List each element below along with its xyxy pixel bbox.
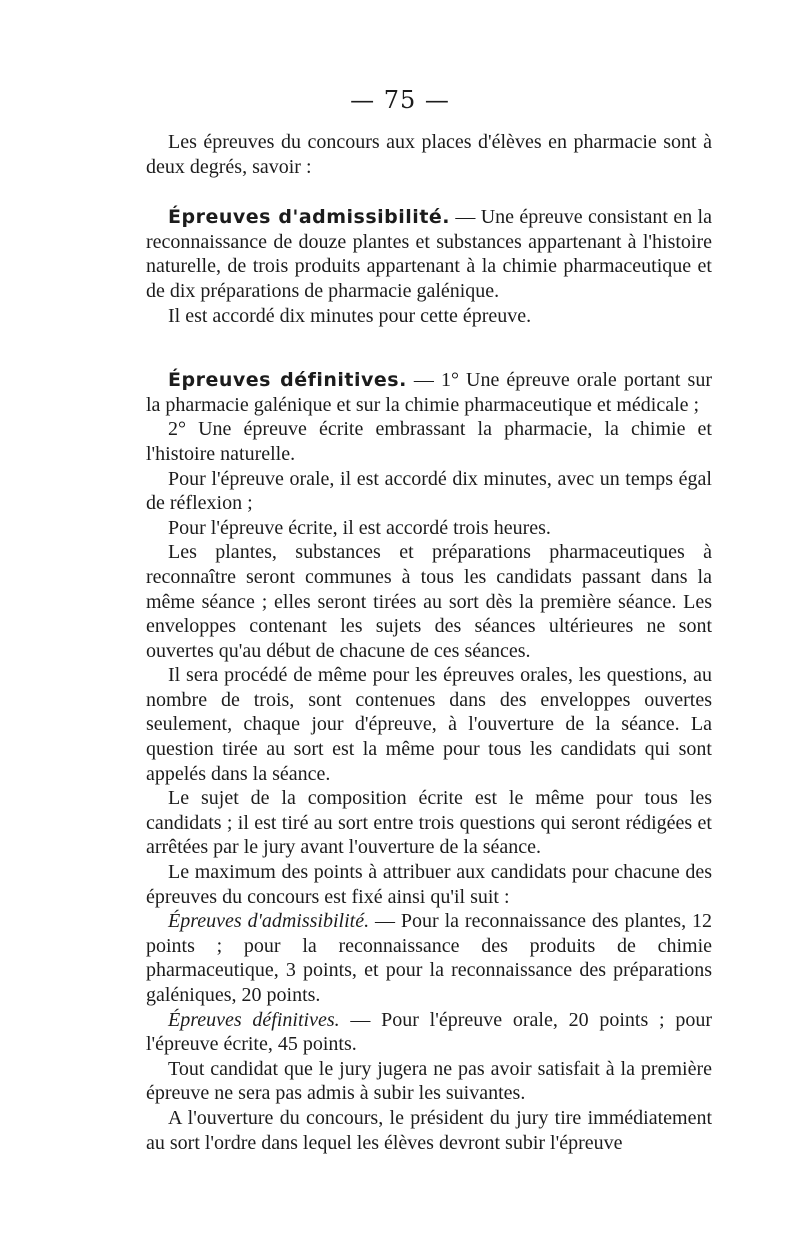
admissibilite-text: — Une épreuve consistant en la reconnaissance de douze plantes et substances appartenant à l'histoire naturelle, de trois produits appartenant à la chimie pharmaceutique et de dix préparations de pharmacie galénique. bbox=[146, 206, 712, 302]
page-number: — 75 — bbox=[350, 86, 450, 114]
definitives-heading: Épreuves définitives. bbox=[168, 369, 407, 392]
body-paragraph: Les plantes, substances et préparations pharmaceutiques à reconnaître seront communes à tous les candidats passant dans la même séance ; elles seront tirées au sort dès la première séance. Les enveloppes contenant les sujets des séances ultérieures ne sont ouvertes qu'au début de chacune de ces séances. bbox=[146, 541, 712, 662]
body-paragraph: Le sujet de la composition écrite est le même pour tous les candidats ; il est tiré au sort entre trois questions qui seront rédigées et arrêtées par le jury avant l'ouverture de la séance. bbox=[146, 787, 712, 859]
points-definitives-paragraph bbox=[146, 1008, 712, 1057]
admissibilite-paragraph bbox=[146, 205, 712, 303]
closing-paragraph: Tout candidat que le jury jugera ne pas avoir satisfait à la première épreuve ne sera pas admis à subir les suivantes. bbox=[146, 1057, 712, 1105]
points-admissibilite-label: Épreuves d'admissibilité. bbox=[168, 910, 370, 933]
definitives-text: — 1° Une épreuve orale portant sur la pharmacie galénique et sur la chimie pharmaceutique et médicale ; bbox=[146, 369, 712, 416]
points-definitives-label: Épreuves définitives. bbox=[168, 1008, 340, 1031]
body-paragraph: Le maximum des points à attribuer aux candidats pour chacune des épreuves du concours est fixé ainsi qu'il suit : bbox=[146, 861, 712, 908]
page-body bbox=[146, 130, 712, 1155]
body-paragraph: Il sera procédé de même pour les épreuves orales, les questions, au nombre de trois, sont contenues dans des enveloppes ouvertes seulement, chaque jour d'épreuve, à l'ouverture de la séance. La question tirée au sort est la même pour tous les candidats qui sont appelés dans la séance. bbox=[146, 664, 712, 785]
admissibilite-time: Il est accordé dix minutes pour cette épreuve. bbox=[168, 304, 532, 327]
definitives-paragraph bbox=[146, 368, 712, 417]
points-definitives-text: — Pour l'épreuve orale, 20 points ; pour l'épreuve écrite, 45 points. bbox=[146, 1008, 712, 1056]
closing-paragraph: A l'ouverture du concours, le président du jury tire immédiatement au sort l'ordre dans lequel les élèves devront subir l'épreuve bbox=[146, 1106, 712, 1154]
definitives-second: 2° Une épreuve écrite embrassant la pharmacie, la chimie et l'histoire naturelle. bbox=[146, 418, 712, 465]
body-paragraph: Pour l'épreuve orale, il est accordé dix minutes, avec un temps égal de réflexion ; bbox=[146, 467, 712, 515]
intro-paragraph: Les épreuves du concours aux places d'élèves en pharmacie sont à deux degrés, savoir : bbox=[146, 131, 712, 178]
points-admissibilite-text: — Pour la reconnaissance des plantes, 12 points ; pour la reconnaissance des produits de chimie pharmaceutique, 3 points, et pour la reconnaissance des préparations galéniques, 20 points. bbox=[146, 910, 712, 1006]
body-paragraph: Pour l'épreuve écrite, il est accordé trois heures. bbox=[168, 516, 551, 539]
points-admissibilite-paragraph bbox=[146, 909, 712, 1007]
admissibilite-heading: Épreuves d'admissibilité. bbox=[168, 206, 451, 229]
